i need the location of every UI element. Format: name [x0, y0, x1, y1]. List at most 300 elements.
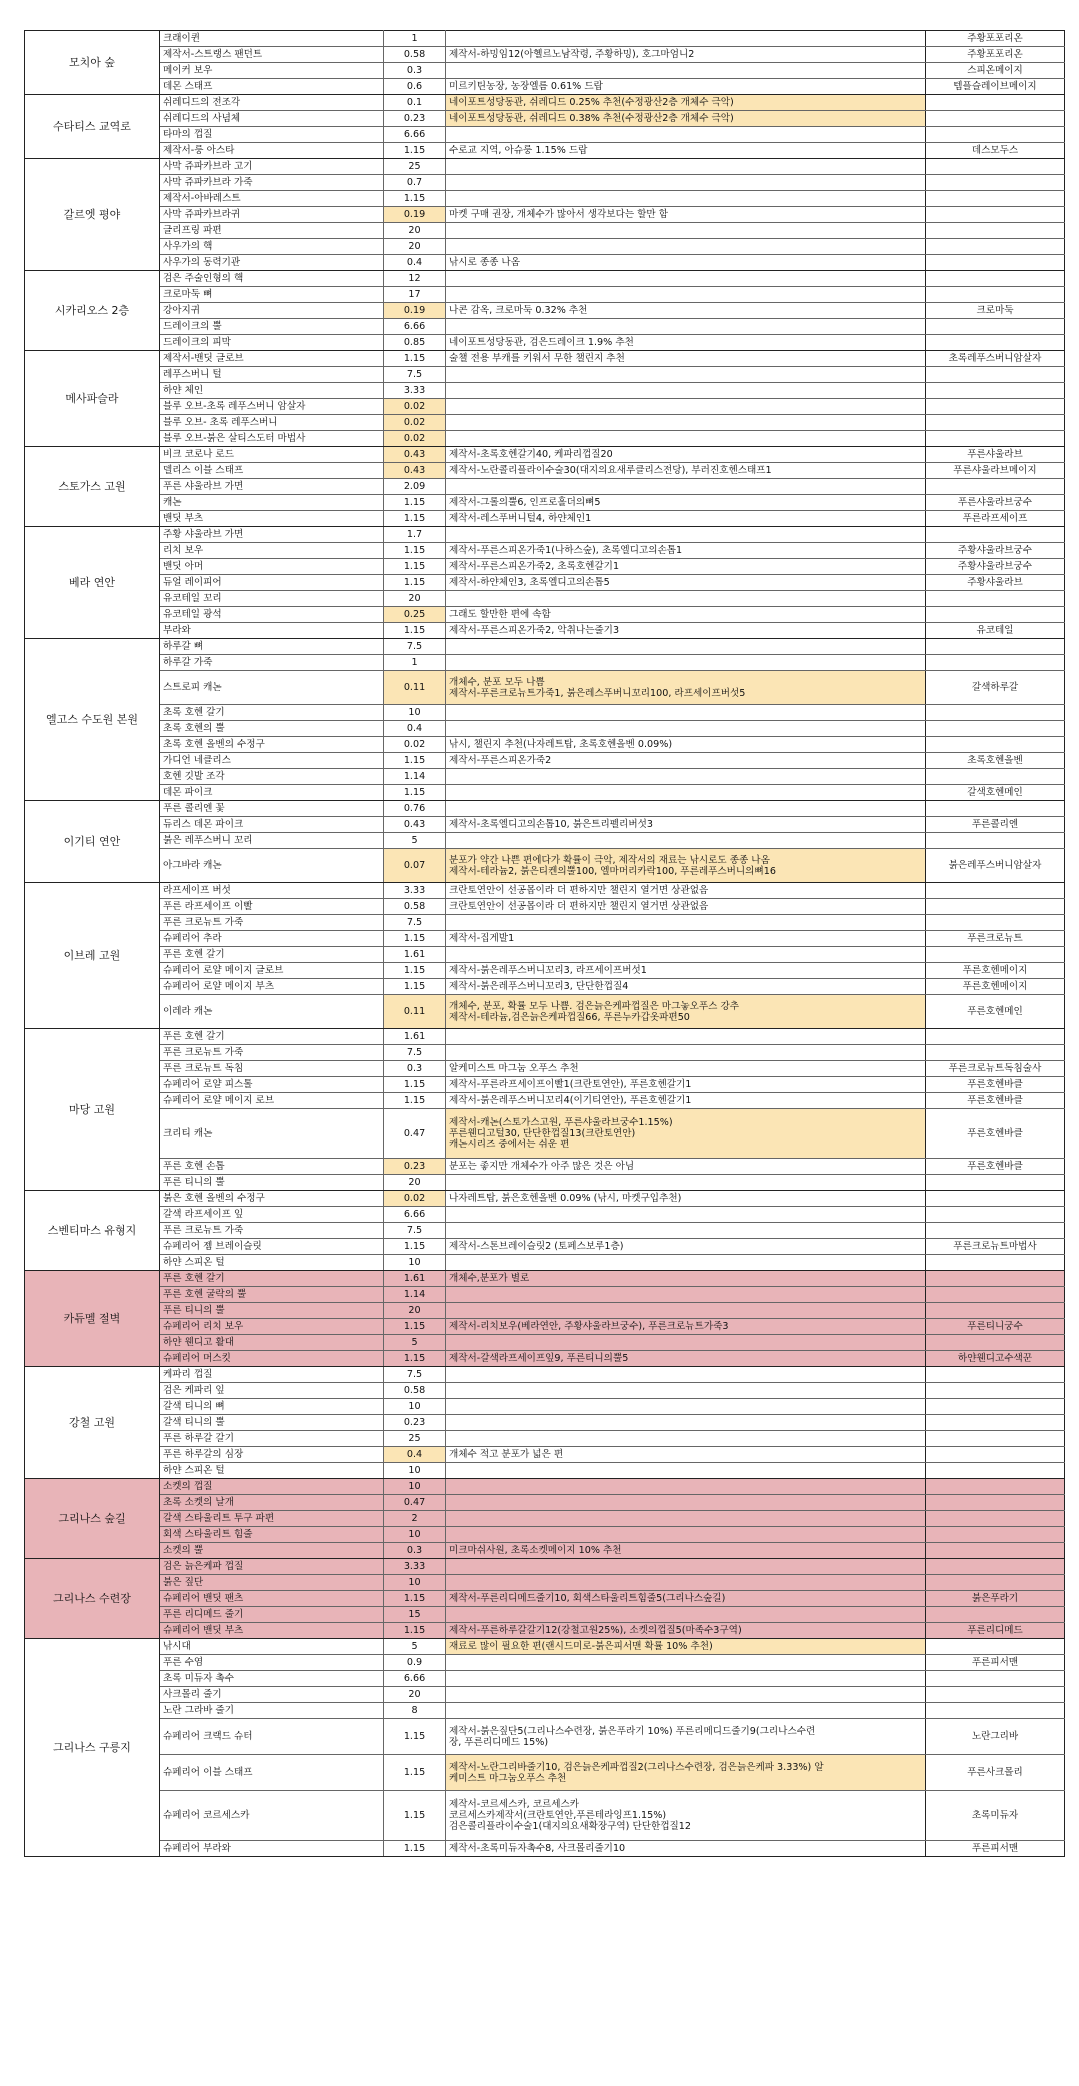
rate-cell: 10 [384, 1255, 446, 1271]
note-cell [446, 527, 926, 543]
item-cell: 초록 호헨 올벤의 수정구 [160, 737, 384, 753]
region-cell: 카듀멜 절벽 [25, 1271, 160, 1367]
note-cell: 제작서-푸른스피온가죽1(나하스숲), 초록엘디고의손톱1 [446, 543, 926, 559]
rate-cell: 25 [384, 159, 446, 175]
note-cell [446, 1045, 926, 1061]
rate-cell: 7.5 [384, 367, 446, 383]
source-cell [926, 1543, 1065, 1559]
rate-cell: 1.15 [384, 1623, 446, 1639]
region-cell: 수타티스 교역로 [25, 95, 160, 159]
table-row [25, 31, 1065, 47]
rate-cell: 1.15 [384, 979, 446, 995]
table-row [25, 817, 1065, 833]
note-cell [446, 1607, 926, 1623]
source-cell [926, 1639, 1065, 1655]
table-row [25, 1495, 1065, 1511]
source-cell [926, 1415, 1065, 1431]
table-row [25, 79, 1065, 95]
item-cell: 슈페리어 이블 스태프 [160, 1755, 384, 1791]
item-cell: 쉬레디드의 전조각 [160, 95, 384, 111]
rate-cell: 1.15 [384, 1591, 446, 1607]
source-cell [926, 111, 1065, 127]
table-row [25, 915, 1065, 931]
table-row [25, 1431, 1065, 1447]
item-cell: 푸른 크로뉴트 독침 [160, 1061, 384, 1077]
rate-cell: 1.15 [384, 143, 446, 159]
note-cell [446, 431, 926, 447]
rate-cell: 0.11 [384, 671, 446, 705]
rate-cell: 0.43 [384, 463, 446, 479]
note-cell: 제작서-푸른스피온가죽2, 악취나는줄기3 [446, 623, 926, 639]
item-cell: 사막 쥬파카브라 고기 [160, 159, 384, 175]
table-row [25, 769, 1065, 785]
note-cell [446, 415, 926, 431]
source-cell: 주황샤울라브궁수 [926, 543, 1065, 559]
item-cell: 푸른 호헨 손톱 [160, 1159, 384, 1175]
table-row [25, 671, 1065, 705]
source-cell: 주황포포리온 [926, 47, 1065, 63]
note-cell: 제작서-푸른하루갈갈기12(강철고원25%), 소켓의껍질5(마족수3구역) [446, 1623, 926, 1639]
table-row [25, 623, 1065, 639]
source-cell: 푸른호헨메이지 [926, 963, 1065, 979]
table-row [25, 1399, 1065, 1415]
source-cell [926, 1045, 1065, 1061]
source-cell [926, 335, 1065, 351]
note-cell: 알케미스트 마그눔 오푸스 추천 [446, 1061, 926, 1077]
source-cell: 주황샤울라브궁수 [926, 559, 1065, 575]
rate-cell: 10 [384, 1575, 446, 1591]
table-row [25, 463, 1065, 479]
rate-cell: 25 [384, 1431, 446, 1447]
rate-cell: 0.4 [384, 721, 446, 737]
note-cell: 제작서-푸른라프세이프이빨1(크란토연안), 푸른호헨갈기1 [446, 1077, 926, 1093]
item-cell: 붉은 호헨 올벤의 수정구 [160, 1191, 384, 1207]
item-cell: 제작서-스트랭스 팬던트 [160, 47, 384, 63]
rate-cell: 1.15 [384, 931, 446, 947]
note-cell [446, 769, 926, 785]
table-row [25, 705, 1065, 721]
table-row [25, 367, 1065, 383]
item-cell: 부라와 [160, 623, 384, 639]
source-cell: 푸른샤울라브 [926, 447, 1065, 463]
table-row [25, 995, 1065, 1029]
item-cell: 하얀 웬디고 활대 [160, 1335, 384, 1351]
item-cell: 제작서-룽 아스타 [160, 143, 384, 159]
rate-cell: 10 [384, 1479, 446, 1495]
note-cell [446, 1415, 926, 1431]
table-row [25, 963, 1065, 979]
note-cell [446, 223, 926, 239]
note-cell: 분포는 좋지만 개체수가 아주 많은 것은 아님 [446, 1159, 926, 1175]
table-row [25, 1255, 1065, 1271]
item-cell: 호헨 깃발 조각 [160, 769, 384, 785]
item-cell: 슈페리어 로얄 메이지 부츠 [160, 979, 384, 995]
table-row [25, 447, 1065, 463]
table-row [25, 351, 1065, 367]
note-cell [446, 319, 926, 335]
note-cell [446, 399, 926, 415]
item-cell: 사막 쥬파카브라귀 [160, 207, 384, 223]
note-cell: 낚시로 종종 나옴 [446, 255, 926, 271]
rate-cell: 0.19 [384, 207, 446, 223]
source-cell: 초록미듀자 [926, 1791, 1065, 1841]
item-cell: 레푸스버니 털 [160, 367, 384, 383]
region-cell: 베라 연안 [25, 527, 160, 639]
note-cell [446, 1479, 926, 1495]
rate-cell: 0.11 [384, 995, 446, 1029]
source-cell [926, 1303, 1065, 1319]
region-cell: 이기티 연안 [25, 801, 160, 883]
region-cell: 시카리오스 2층 [25, 271, 160, 351]
rate-cell: 15 [384, 1607, 446, 1623]
item-cell: 메이커 보우 [160, 63, 384, 79]
note-cell: 재료로 많이 필요한 편(랜시드미로-붉은피서맨 확률 10% 추천) [446, 1639, 926, 1655]
item-cell: 푸른 호헨 갈기 [160, 1271, 384, 1287]
source-cell: 주황샤울라브 [926, 575, 1065, 591]
source-cell [926, 607, 1065, 623]
note-cell: 미르키틴농장, 농장엘름 0.61% 드랍 [446, 79, 926, 95]
rate-cell: 0.76 [384, 801, 446, 817]
note-cell: 제작서-그롤의뿔6, 인프로홀더의뼈5 [446, 495, 926, 511]
source-cell [926, 1191, 1065, 1207]
table-row [25, 655, 1065, 671]
table-row [25, 1077, 1065, 1093]
source-cell [926, 1287, 1065, 1303]
rate-cell: 1.15 [384, 511, 446, 527]
source-cell: 하얀웬디고수색꾼 [926, 1351, 1065, 1367]
table-row [25, 383, 1065, 399]
table-row [25, 207, 1065, 223]
source-cell [926, 1223, 1065, 1239]
region-cell: 스토가스 고원 [25, 447, 160, 527]
note-cell: 제작서-푸른리디메드줄기10, 회색스타울리트힘줄5(그리나스숲길) [446, 1591, 926, 1607]
note-cell [446, 271, 926, 287]
item-cell: 푸른 리디메드 줄기 [160, 1607, 384, 1623]
rate-cell: 5 [384, 1639, 446, 1655]
rate-cell: 0.4 [384, 1447, 446, 1463]
source-cell: 푸른리디메드 [926, 1623, 1065, 1639]
note-cell: 미크마쉬사원, 초록소켓메이지 10% 추천 [446, 1543, 926, 1559]
item-cell: 하얀 체인 [160, 383, 384, 399]
source-cell [926, 271, 1065, 287]
source-cell [926, 737, 1065, 753]
source-cell: 갈색호헨메인 [926, 785, 1065, 801]
item-cell: 붉은 짚단 [160, 1575, 384, 1591]
source-cell: 푸른샤울라브메이지 [926, 463, 1065, 479]
item-cell: 슈페리어 밴딧 팬츠 [160, 1591, 384, 1607]
source-cell: 크로마둑 [926, 303, 1065, 319]
item-cell: 사우가의 핵 [160, 239, 384, 255]
source-cell [926, 1447, 1065, 1463]
rate-cell: 12 [384, 271, 446, 287]
source-cell [926, 915, 1065, 931]
rate-cell: 6.66 [384, 1207, 446, 1223]
note-cell: 제작서-집게발1 [446, 931, 926, 947]
rate-cell: 7.5 [384, 915, 446, 931]
table-row [25, 47, 1065, 63]
rate-cell: 1.15 [384, 543, 446, 559]
table-row [25, 559, 1065, 575]
note-cell: 나자레트탑, 붉은호헨올벤 0.09% (낚시, 마켓구입추천) [446, 1191, 926, 1207]
note-cell: 낚시, 챌린지 추천(나자레트탑, 초록호헨올벤 0.09%) [446, 737, 926, 753]
rate-cell: 1.15 [384, 1077, 446, 1093]
source-cell [926, 207, 1065, 223]
rate-cell: 1.15 [384, 1755, 446, 1791]
item-cell: 갈색 라프세이프 잎 [160, 1207, 384, 1223]
note-cell [446, 591, 926, 607]
source-cell: 템플슬레이브메이지 [926, 79, 1065, 95]
source-cell: 푸른호헨바클 [926, 1109, 1065, 1159]
note-cell [446, 287, 926, 303]
rate-cell: 10 [384, 705, 446, 721]
source-cell [926, 1495, 1065, 1511]
rate-cell: 0.19 [384, 303, 446, 319]
rate-cell: 1.15 [384, 559, 446, 575]
item-cell: 슈페리어 로얄 메이지 로브 [160, 1093, 384, 1109]
item-cell: 타마의 껍질 [160, 127, 384, 143]
item-cell: 하얀 스피온 털 [160, 1463, 384, 1479]
note-cell [446, 1223, 926, 1239]
item-cell: 사막 쥬파카브라 가죽 [160, 175, 384, 191]
source-cell: 푸른피서맨 [926, 1655, 1065, 1671]
rate-cell: 20 [384, 239, 446, 255]
note-cell [446, 191, 926, 207]
table-row [25, 175, 1065, 191]
item-cell: 데몬 스태프 [160, 79, 384, 95]
rate-cell: 1.15 [384, 1719, 446, 1755]
rate-cell: 0.47 [384, 1495, 446, 1511]
source-cell [926, 721, 1065, 737]
rate-cell: 6.66 [384, 319, 446, 335]
note-cell [446, 1671, 926, 1687]
item-cell: 드레이크의 피막 [160, 335, 384, 351]
source-cell: 초록호헨올벤 [926, 753, 1065, 769]
note-cell [446, 947, 926, 963]
source-cell [926, 479, 1065, 495]
table-row [25, 1351, 1065, 1367]
note-cell: 술챌 전용 부캐를 키워서 무한 챌린지 추천 [446, 351, 926, 367]
source-cell: 초록레푸스버니암살자 [926, 351, 1065, 367]
source-cell [926, 1431, 1065, 1447]
table-row [25, 575, 1065, 591]
item-cell: 유코테일 광석 [160, 607, 384, 623]
table-row [25, 1191, 1065, 1207]
table-row [25, 591, 1065, 607]
table-row [25, 1175, 1065, 1191]
source-cell [926, 287, 1065, 303]
rate-cell: 1 [384, 655, 446, 671]
source-cell: 푸른호헨바클 [926, 1077, 1065, 1093]
table-row [25, 1623, 1065, 1639]
item-cell: 아그바라 캐논 [160, 849, 384, 883]
item-cell: 초록 호헨의 뿔 [160, 721, 384, 737]
rate-cell: 1.15 [384, 623, 446, 639]
table-row [25, 899, 1065, 915]
rate-cell: 0.4 [384, 255, 446, 271]
note-cell [446, 63, 926, 79]
table-row [25, 399, 1065, 415]
note-cell: 제작서-코르세스카, 코르세스카 코르세스카제작서(크란토연안,푸른테라잉프1.15%) 검은콜리플라이수술1(대지의요새확장구역) 단단한껍질12 [446, 1791, 926, 1841]
source-cell [926, 1383, 1065, 1399]
table-row [25, 287, 1065, 303]
note-cell [446, 1431, 926, 1447]
source-cell [926, 1559, 1065, 1575]
note-cell: 개체수, 분포, 확률 모두 나쁨. 검은늙은케파껍질은 마그놓오푸스 강추 제작서-테라늄,검은늙은케파껍질66, 푸른누카갑옷파편50 [446, 995, 926, 1029]
item-cell: 붉은 레푸스버니 꼬리 [160, 833, 384, 849]
note-cell [446, 639, 926, 655]
rate-cell: 1 [384, 31, 446, 47]
note-cell: 크란토연안이 선공몹이라 더 편하지만 챌린지 열거면 상관없음 [446, 899, 926, 915]
table-row [25, 639, 1065, 655]
note-cell: 제작서-하얀체인3, 초록엘디고의손톱5 [446, 575, 926, 591]
note-cell: 제작서-붉은레푸스버니꼬리3, 라프세이프버섯1 [446, 963, 926, 979]
item-cell: 제작서-아바레스트 [160, 191, 384, 207]
rate-cell: 1.15 [384, 191, 446, 207]
note-cell [446, 159, 926, 175]
source-cell [926, 833, 1065, 849]
note-cell: 크란토연안이 선공몹이라 더 편하지만 챌린지 열거면 상관없음 [446, 883, 926, 899]
note-cell [446, 1559, 926, 1575]
rate-cell: 3.33 [384, 1559, 446, 1575]
item-cell: 듀리스 데몬 파이크 [160, 817, 384, 833]
source-cell: 푸른콜리엔 [926, 817, 1065, 833]
table-row [25, 143, 1065, 159]
note-cell [446, 1575, 926, 1591]
note-cell: 네이포트성당동관, 검은드레이크 1.9% 추천 [446, 335, 926, 351]
rate-cell: 0.25 [384, 607, 446, 623]
source-cell [926, 705, 1065, 721]
source-cell [926, 255, 1065, 271]
rate-cell: 0.23 [384, 111, 446, 127]
source-cell: 붉은레푸스버니암살자 [926, 849, 1065, 883]
rate-cell: 0.3 [384, 1543, 446, 1559]
table-row [25, 239, 1065, 255]
note-cell: 제작서-캐논(스토가스고원, 푸른샤울라브궁수1.15%) 푸른웬디고털30, 단단한껍질13(크란토연안) 캐논시리즈 중에서는 쉬운 편 [446, 1109, 926, 1159]
table-row [25, 255, 1065, 271]
item-cell: 슈페리어 로얄 메이지 글로브 [160, 963, 384, 979]
rate-cell: 0.02 [384, 399, 446, 415]
item-cell: 노란 그라바 줄기 [160, 1703, 384, 1719]
rate-cell: 20 [384, 1303, 446, 1319]
table-row [25, 1755, 1065, 1791]
item-cell: 델리스 이블 스태프 [160, 463, 384, 479]
source-cell [926, 591, 1065, 607]
rate-cell: 1.15 [384, 1791, 446, 1841]
table-row [25, 191, 1065, 207]
source-cell [926, 367, 1065, 383]
table-row [25, 111, 1065, 127]
source-cell: 푸른피서맨 [926, 1841, 1065, 1857]
item-cell: 푸른 라프세이프 이빨 [160, 899, 384, 915]
item-cell: 블루 오브-초록 레푸스버니 암살자 [160, 399, 384, 415]
item-cell: 드레이크의 뿔 [160, 319, 384, 335]
item-cell: 쉬레디드의 사념체 [160, 111, 384, 127]
table-row [25, 511, 1065, 527]
rate-cell: 0.58 [384, 899, 446, 915]
table-row [25, 303, 1065, 319]
table-row [25, 1319, 1065, 1335]
note-cell: 제작서-붉은짚단5(그리나스수련장, 붉은푸라기 10%) 푸른리메디드줄기9(그리나스수련 장, 푸른리디메드 15%) [446, 1719, 926, 1755]
item-cell: 초록 미듀자 촉수 [160, 1671, 384, 1687]
table-row [25, 1479, 1065, 1495]
source-cell [926, 383, 1065, 399]
rate-cell: 7.5 [384, 1223, 446, 1239]
rate-cell: 0.23 [384, 1159, 446, 1175]
table-row [25, 1271, 1065, 1287]
source-cell [926, 1687, 1065, 1703]
item-cell: 초록 소켓의 날개 [160, 1495, 384, 1511]
region-cell: 그리나스 구릉지 [25, 1639, 160, 1857]
item-cell: 하루갈 가죽 [160, 655, 384, 671]
item-cell: 블루 오브- 초록 레푸스버니 [160, 415, 384, 431]
note-cell [446, 1029, 926, 1045]
note-cell [446, 801, 926, 817]
table-row [25, 271, 1065, 287]
note-cell [446, 1303, 926, 1319]
table-row [25, 1703, 1065, 1719]
source-cell [926, 1029, 1065, 1045]
item-cell: 푸른 티니의 뿔 [160, 1175, 384, 1191]
rate-cell: 1.15 [384, 1841, 446, 1857]
rate-cell: 5 [384, 1335, 446, 1351]
item-cell: 슈페리어 밴딧 부츠 [160, 1623, 384, 1639]
table-row [25, 127, 1065, 143]
item-cell: 스트로피 캐논 [160, 671, 384, 705]
rate-cell: 0.58 [384, 1383, 446, 1399]
table-row [25, 1575, 1065, 1591]
item-cell: 검은 주술인형의 핵 [160, 271, 384, 287]
rate-cell: 2.09 [384, 479, 446, 495]
table-row [25, 979, 1065, 995]
rate-cell: 1.15 [384, 963, 446, 979]
note-cell: 제작서-초록엘디고의손톱10, 붉은트리펠리버섯3 [446, 817, 926, 833]
note-cell: 제작서-노란콜리플라이수술30(대지의요새루클리스전당), 부러진호헨스태프1 [446, 463, 926, 479]
item-cell: 낚시대 [160, 1639, 384, 1655]
source-cell [926, 769, 1065, 785]
item-cell: 크리티 캐논 [160, 1109, 384, 1159]
source-cell [926, 399, 1065, 415]
source-cell [926, 1175, 1065, 1191]
table-row [25, 543, 1065, 559]
item-cell: 강아지귀 [160, 303, 384, 319]
table-row [25, 1447, 1065, 1463]
rate-cell: 0.7 [384, 175, 446, 191]
rate-cell: 0.6 [384, 79, 446, 95]
source-cell [926, 639, 1065, 655]
note-cell: 제작서-노란그리바줄기10, 검은늙은케파껍질2(그리나스수련장, 검은늙은케파 3.33%) 알 케미스트 마그눔오푸스 추천 [446, 1755, 926, 1791]
item-cell: 초록 호헨 갈기 [160, 705, 384, 721]
source-cell [926, 1575, 1065, 1591]
table-row [25, 1559, 1065, 1575]
region-cell: 스벤티마스 유형지 [25, 1191, 160, 1271]
item-cell: 검은 늙은케파 껍질 [160, 1559, 384, 1575]
table-row [25, 431, 1065, 447]
item-cell: 푸른 티니의 뿔 [160, 1303, 384, 1319]
note-cell [446, 127, 926, 143]
note-cell [446, 1207, 926, 1223]
item-cell: 슈페리어 젬 브레이슬릿 [160, 1239, 384, 1255]
table-row [25, 335, 1065, 351]
source-cell: 푸른크로뉴트마법사 [926, 1239, 1065, 1255]
source-cell [926, 1703, 1065, 1719]
note-cell [446, 1335, 926, 1351]
table-row [25, 1791, 1065, 1841]
item-cell: 회색 스타울리트 힘줄 [160, 1527, 384, 1543]
item-cell: 소켓의 껍질 [160, 1479, 384, 1495]
note-cell [446, 31, 926, 47]
rate-cell: 1.15 [384, 753, 446, 769]
rate-cell: 0.02 [384, 431, 446, 447]
